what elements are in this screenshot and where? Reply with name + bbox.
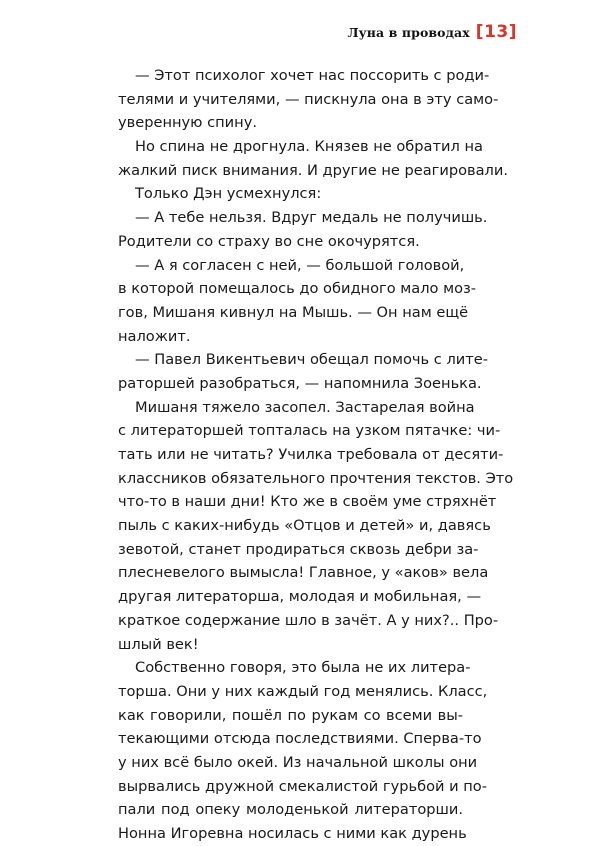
- text-line: гов, Мишаня кивнул на Мышь. — Он нам ещё: [118, 303, 469, 321]
- text-line: что-то в наши дни! Кто же в своём уме стряхнёт: [118, 493, 497, 511]
- text-line: краткое содержание шло в зачёт. А у них?.. Про-: [118, 611, 499, 629]
- book-title: Луна в проводах: [347, 24, 470, 40]
- text-line: Родители со страху во сне окочурятся.: [118, 232, 420, 250]
- text-line: как говорили, пошёл по рукам со всеми вы-: [118, 706, 463, 724]
- text-line: наложит.: [118, 327, 191, 345]
- text-line: жалкий писк внимания. И другие не реагировали.: [118, 161, 509, 179]
- text-line: зевотой, станет продираться сквозь дебри за-: [118, 540, 479, 558]
- text-line: уверенную спину.: [118, 114, 257, 132]
- text-line: шлый век!: [118, 635, 199, 653]
- text-line: — Павел Викентьевич обещал помочь с лите-: [135, 351, 489, 369]
- text-line: текающими отсюда последствиями. Сперва-то: [118, 730, 482, 748]
- text-line: — А тебе нельзя. Вдруг медаль не получишь.: [135, 209, 488, 227]
- body-text: [118, 64, 514, 846]
- text-line: — Этот психолог хочет нас поссорить с роди-: [135, 67, 490, 84]
- text-line: Собственно говоря, это была не их литера-: [135, 659, 471, 677]
- text-line: Но спина не дрогнула. Князев не обратил на: [135, 138, 483, 156]
- text-line: у них всё было окей. Из начальной школы они: [118, 753, 478, 771]
- text-line: пали под опеку молоденькой литераторши.: [118, 801, 463, 819]
- text-line: Мишаня тяжело засопел. Застарелая война: [135, 398, 475, 416]
- text-line: — А я согласен с ней, — большой головой,: [135, 256, 465, 274]
- text-line: телями и учителями, — пискнула она в эту само-: [118, 90, 499, 108]
- page-number: [13]: [475, 22, 517, 42]
- text-line: с литераторшей топталась на узком пятачке: чи-: [118, 422, 501, 440]
- text-line: в которой помещалось до обидного мало моз-: [118, 280, 477, 298]
- page-header: [347, 22, 517, 42]
- text-line: классников обязательного прочтения текстов. Это: [118, 469, 514, 487]
- text-line: тать или не читать? Училка требовала от десяти-: [118, 446, 504, 463]
- text-line: плесневелого вымысла! Главное, у «аков» вела: [118, 564, 489, 582]
- text-line: Нонна Игоревна носилась с ними как дурень: [118, 825, 467, 842]
- text-line: другая литераторша, молодая и мобильная, —: [118, 588, 482, 606]
- text-line: торша. Они у них каждый год менялись. Класс,: [118, 682, 488, 700]
- text-line: ратоpшей разобраться, — напомнила Зоенька.: [118, 374, 482, 392]
- text-line: пыль с каких-нибудь «Отцов и детей» и, давясь: [118, 517, 491, 535]
- text-line: Только Дэн усмехнулся:: [135, 185, 322, 203]
- text-line: вырвались дружной смекалистой гурьбой и по-: [118, 777, 487, 795]
